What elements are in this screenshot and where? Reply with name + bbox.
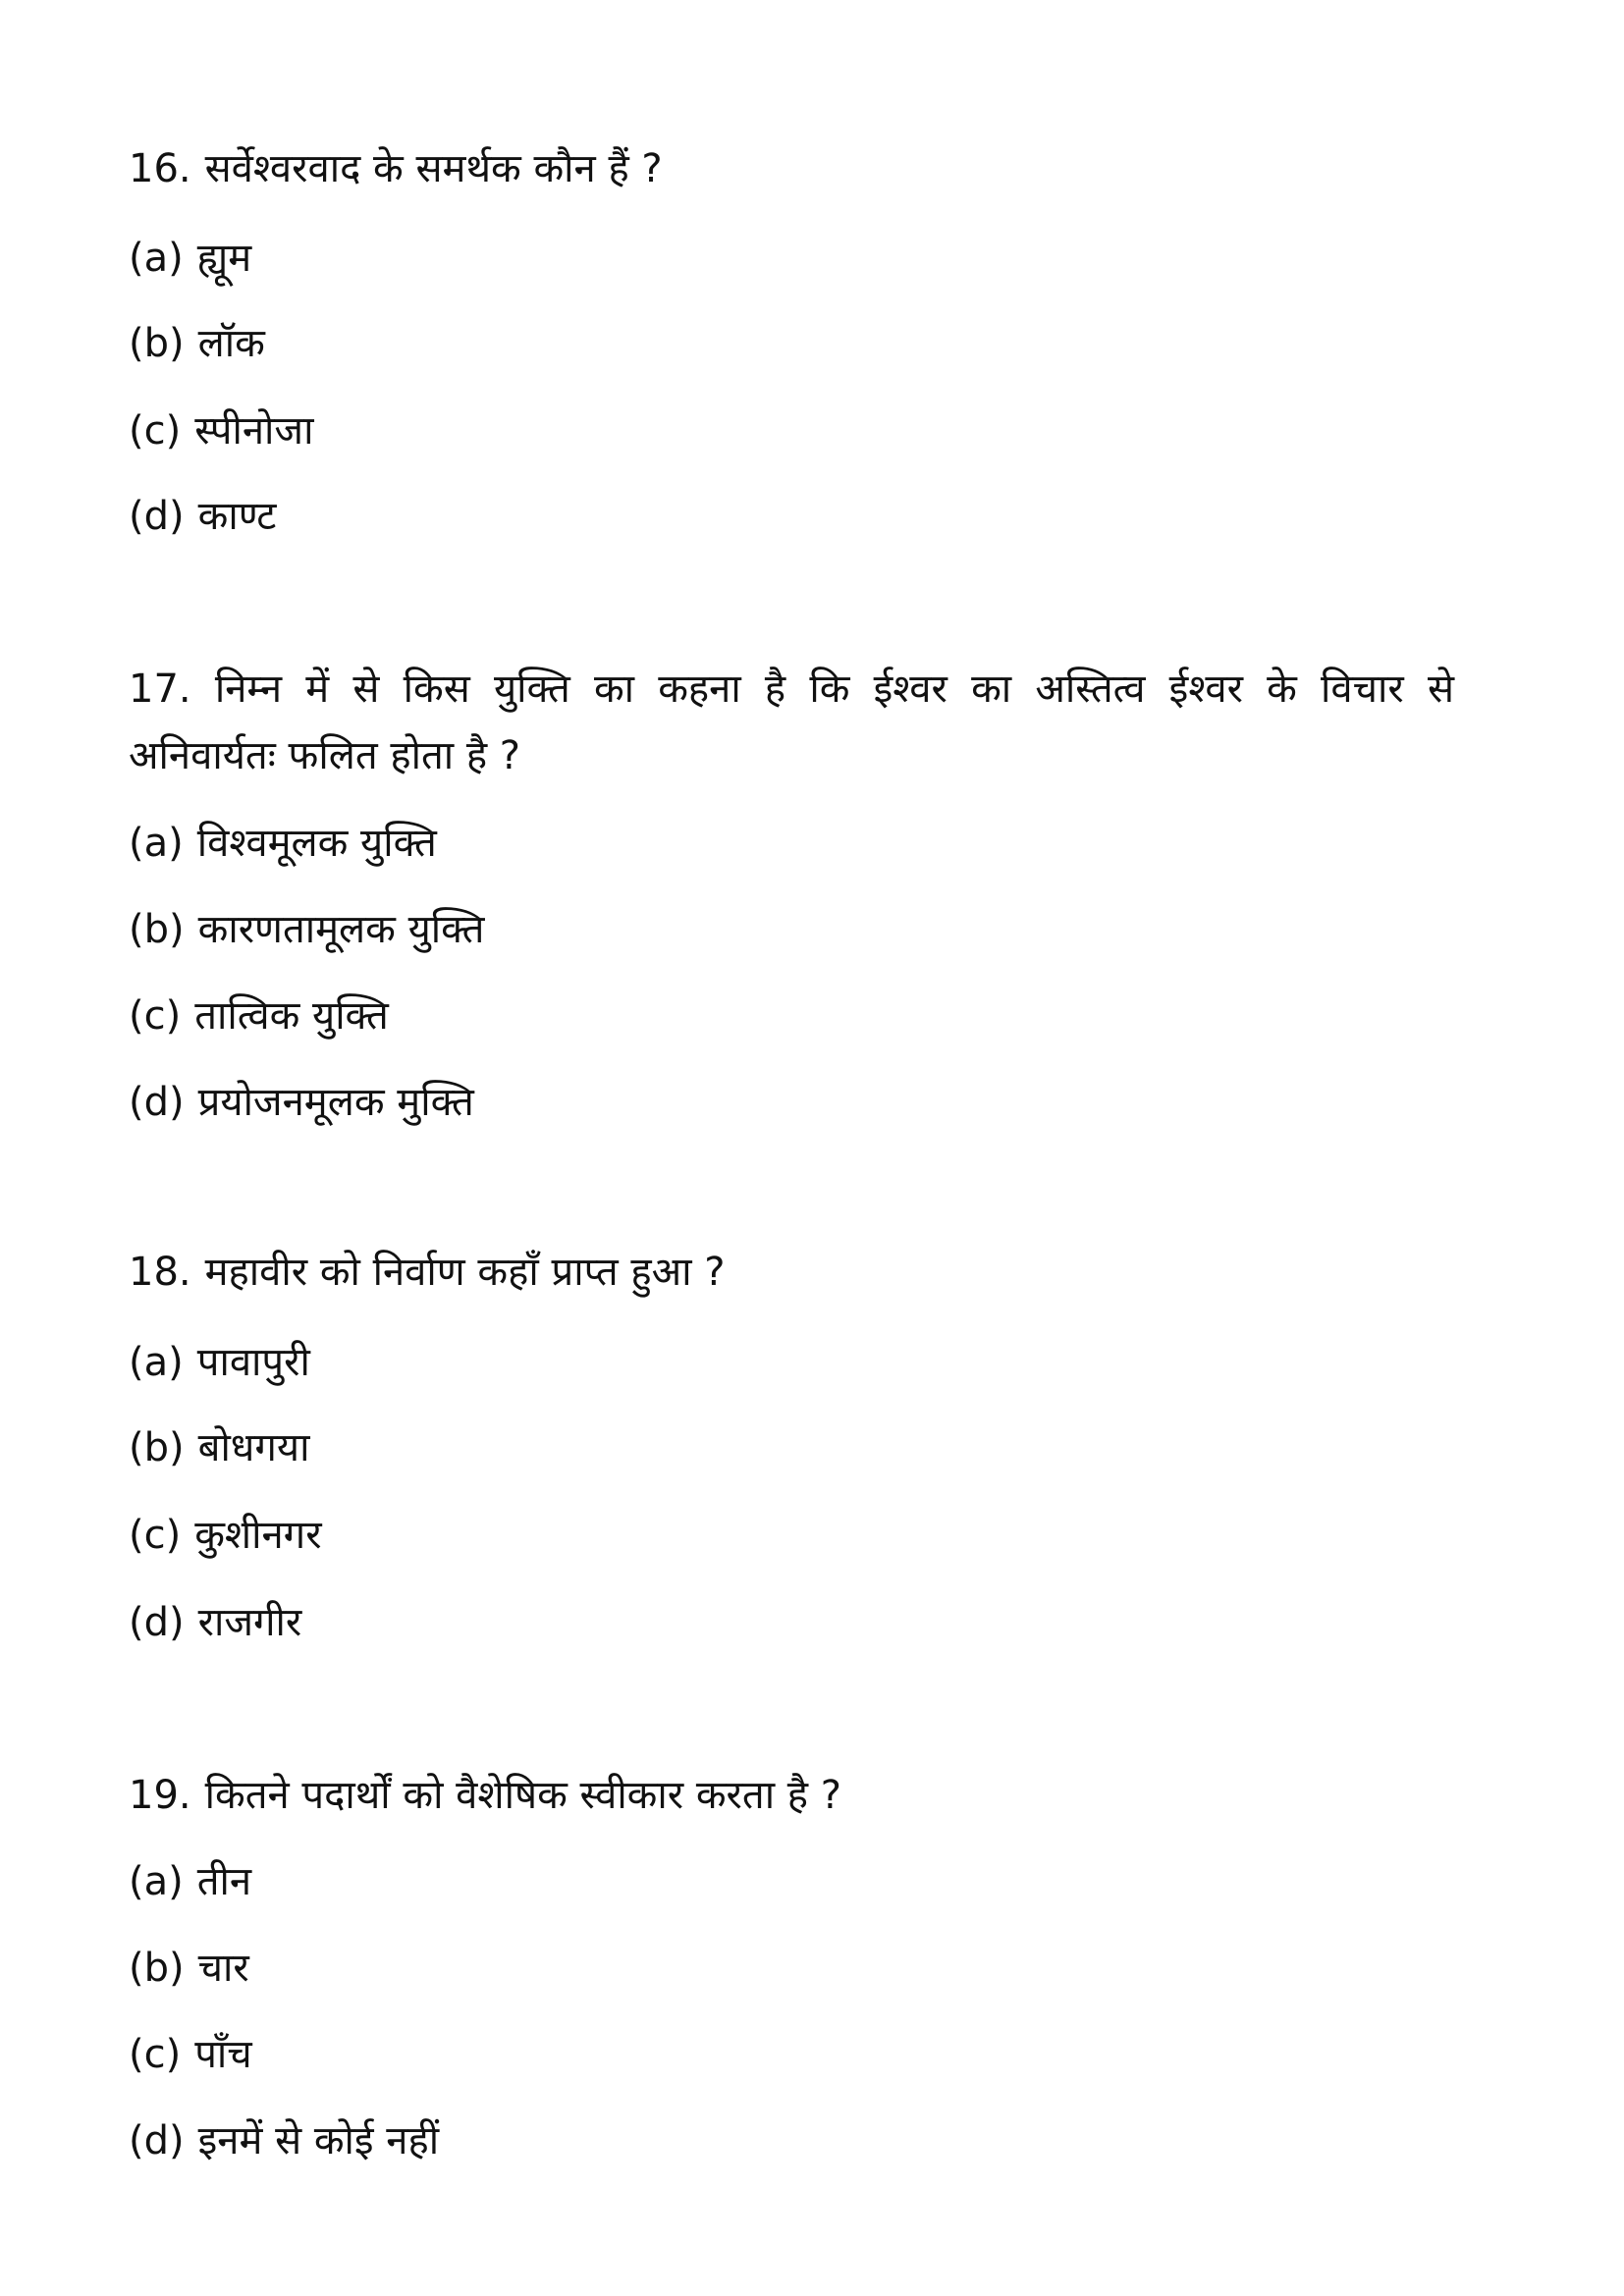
option-label: (b) [129,1946,185,1991]
option-16a [129,236,252,281]
option-16b [129,321,265,366]
question-number: 16. [129,146,191,191]
question-number: 18. [129,1250,191,1295]
option-18d [129,1600,302,1645]
option-label: (a) [129,236,184,281]
option-17d [129,1080,474,1125]
option-text: तात्विक युक्ति [194,993,389,1039]
option-text: प्रयोजनमूलक मुक्ति [197,1080,474,1125]
question-18 [129,1250,726,1295]
option-label: (c) [129,993,182,1039]
option-19b [129,1946,249,1991]
option-text: स्पीनोजा [194,408,314,454]
option-label: (b) [129,321,185,366]
option-text: तीन [196,1859,252,1904]
option-label: (d) [129,1600,185,1645]
option-label: (a) [129,821,184,866]
question-17-line1 [129,667,1455,712]
option-18c [129,1513,322,1558]
question-text: महावीर को निर्वाण कहाँ प्राप्त हुआ ? [204,1250,726,1295]
option-18a [129,1340,310,1385]
option-16d [129,494,277,539]
option-text: कारणतामूलक युक्ति [197,907,485,952]
option-text: बोधगया [197,1425,310,1470]
option-label: (d) [129,2118,185,2163]
option-label: (d) [129,1080,185,1125]
question-text: निम्न में से किस युक्ति का कहना है कि ईश्वर का अस्तित्व ईश्वर के विचार से [214,667,1455,712]
option-17a [129,821,437,866]
option-19d [129,2118,440,2163]
question-19 [129,1773,841,1818]
option-label: (c) [129,408,182,454]
option-text: इनमें से कोई नहीं [197,2118,440,2163]
option-17c [129,993,389,1039]
option-label: (b) [129,1425,185,1470]
question-17-line2 [129,733,521,778]
option-text: पाँच [194,2032,252,2077]
option-text: विश्वमूलक युक्ति [196,821,437,866]
option-label: (a) [129,1859,184,1904]
option-text: कुशीनगर [194,1513,322,1558]
question-number: 19. [129,1773,191,1818]
option-17b [129,907,485,952]
question-number: 17. [129,667,191,712]
option-19c [129,2032,252,2077]
option-label: (d) [129,494,185,539]
option-text: ह्यूम [196,236,252,281]
option-16c [129,408,314,454]
option-text: चार [197,1946,249,1991]
option-label: (a) [129,1340,184,1385]
option-label: (c) [129,1513,182,1558]
question-16 [129,146,663,191]
option-18b [129,1425,310,1470]
option-text: काण्ट [197,494,277,539]
option-label: (b) [129,907,185,952]
option-19a [129,1859,252,1904]
option-text: लॉक [197,321,265,366]
option-label: (c) [129,2032,182,2077]
option-text: पावापुरी [196,1340,310,1385]
option-text: राजगीर [197,1600,302,1645]
question-text: सर्वेश्वरवाद के समर्थक कौन हैं ? [204,146,663,191]
question-text: कितने पदार्थों को वैशेषिक स्वीकार करता है ? [204,1773,841,1818]
question-text: अनिवार्यतः फलित होता है ? [129,733,521,778]
